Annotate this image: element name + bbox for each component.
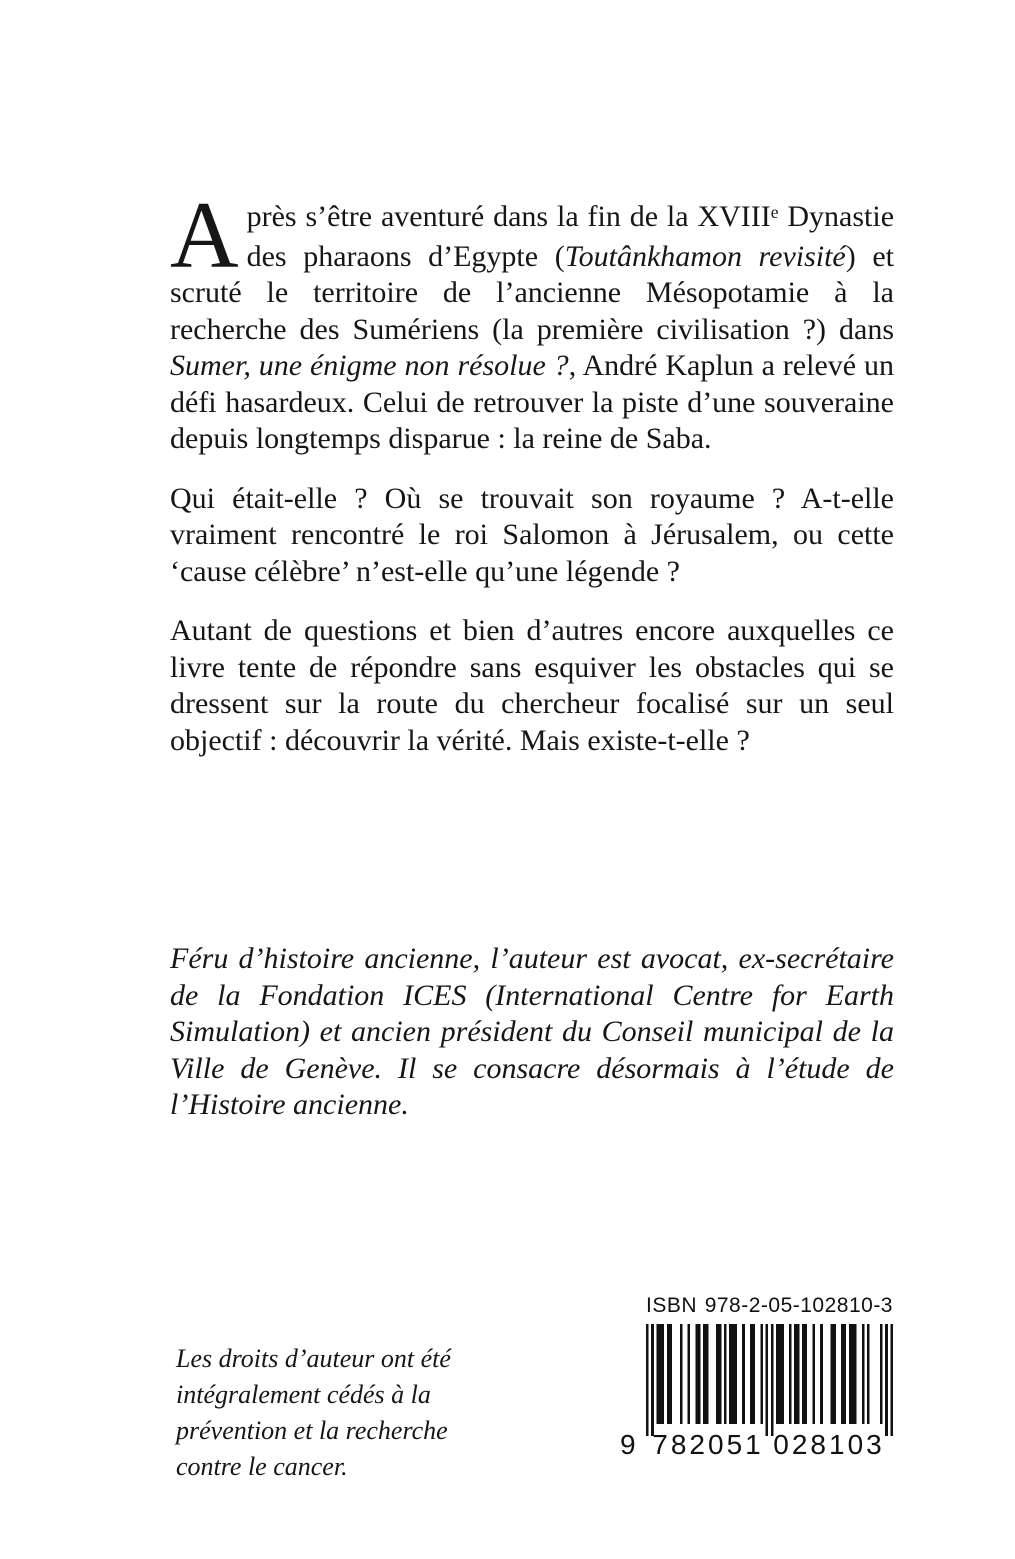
paragraph-3: Autant de questions et bien d’autres encore auxquelles ce livre tente de répondre sans esquiver les obstacles qui se dressent sur la route du chercheur focalisé sur un seul objectif : découvrir la vérité. Mais existe-t-elle ? [170,614,894,757]
paragraph-2: Qui était-elle ? Où se trouvait son royaume ? A-t-elle vraiment rencontré le roi Salomon à Jérusalem, ou cette ‘cause célèbre’ n’est-elle qu’une légende ? [170,481,894,588]
author-bio: Féru d’histoire ancienne, l’auteur est avocat, ex-secrétaire de la Fondation ICES (International Centre for Earth Simulation) et ancien président du Conseil municipal de la Ville de Genève. Il se consacre désormais à l’étude de l’Histoire ancienne. [170,942,894,1121]
barcode-digits-group2: 028103 [773,1429,885,1460]
superscript-e: e [770,202,779,223]
barcode-digits-group1: 782051 [652,1429,764,1460]
isbn-barcode-block [610,1293,905,1464]
paragraph-1 [170,182,895,458]
book-title-toutankhamon: Toutânkhamon revisité [564,239,846,273]
barcode-bars [646,1324,893,1436]
paragraph-1-text: près s’être aventuré dans la fin de la XVIII [246,200,771,233]
isbn-label: ISBN [646,1294,698,1317]
isbn-number: 978-2-05-102810-3 [704,1294,893,1317]
ean13-barcode [610,1324,905,1464]
isbn-line [646,1293,893,1319]
paragraph-1-text: ) et scruté le territoire de l’ancienne Mésopotamie à la recherche des Sumériens (la première civilisation ?) dans [170,239,895,346]
paragraph-1-text: Dynastie des pharaons d’Egypte ( [246,200,895,273]
paragraph-1-text: , André Kaplun a relevé un défi hasardeux. Celui de retrouver la piste d’une souveraine depuis longtemps disparue : la reine de Saba. [170,349,894,455]
book-title-sumer: Sumer, une énigme non résolue ? [170,349,569,382]
rights-note: Les droits d’auteur ont été intégralement cédés à la prévention et la recherche contre le cancer. [176,1344,451,1481]
dropcap-letter: A [170,182,239,288]
barcode-digit-left: 9 [620,1429,636,1460]
synopsis [170,182,895,782]
